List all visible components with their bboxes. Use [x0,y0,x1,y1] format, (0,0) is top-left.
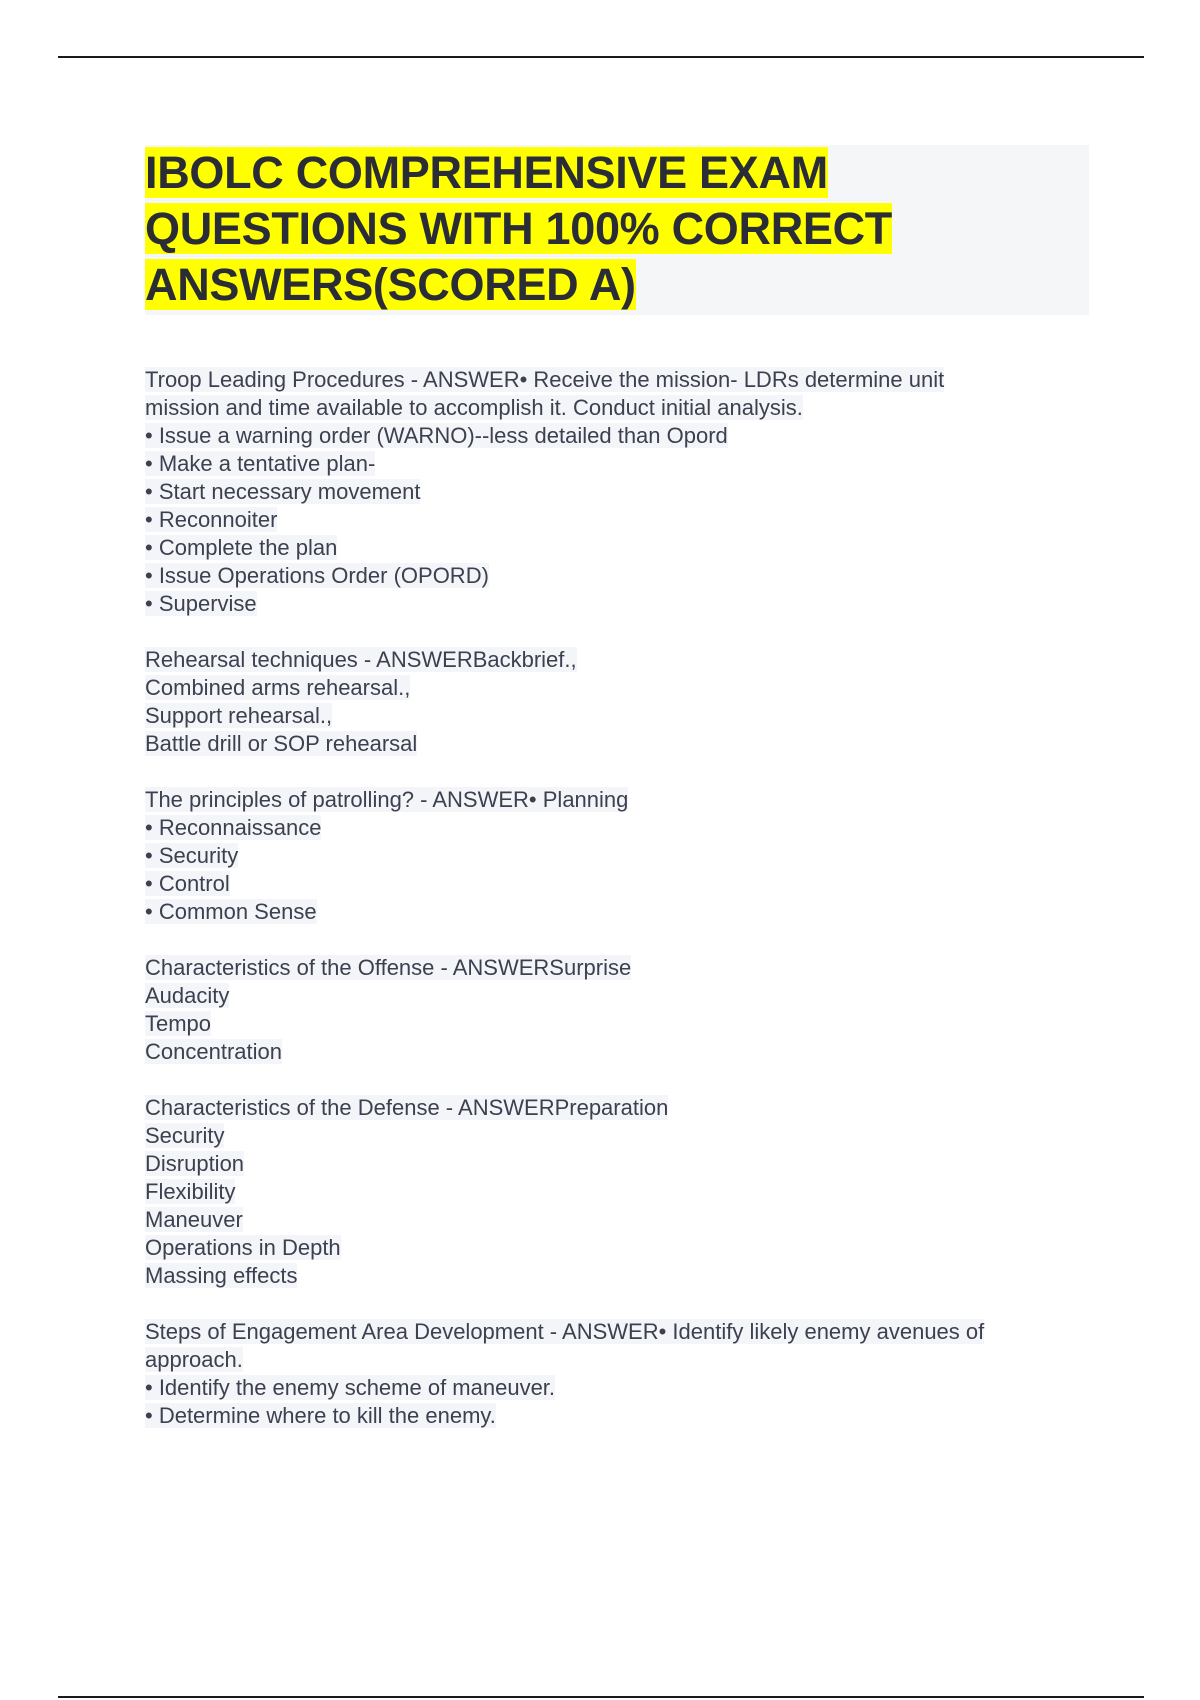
qa-engagement-area-development [145,1318,1085,1430]
text-line: Characteristics of the Offense - ANSWERSurprise [145,955,632,980]
text-line: The principles of patrolling? - ANSWER• Planning [145,787,629,812]
qa-characteristics-offense [145,954,1085,1066]
text-line: Support rehearsal., [145,703,333,728]
title-block [145,145,1089,315]
text-line: Security [145,1123,225,1148]
text-line: Combined arms rehearsal., [145,675,411,700]
text-line: Flexibility [145,1179,236,1204]
title-line: ANSWERS(SCORED A) [145,259,636,310]
text-line: Characteristics of the Defense - ANSWERPreparation [145,1095,669,1120]
text-line: • Control [145,871,230,896]
text-line: approach. [145,1347,243,1372]
bottom-rule [58,1696,1144,1698]
top-rule [58,56,1144,58]
text-line: Concentration [145,1039,282,1064]
qa-principles-of-patrolling [145,786,1085,926]
text-line: • Reconnaissance [145,815,322,840]
text-line: Troop Leading Procedures - ANSWER• Receive the mission- LDRs determine unit [145,367,945,392]
text-line: Maneuver [145,1207,243,1232]
text-line: Disruption [145,1151,245,1176]
qa-rehearsal-techniques [145,646,1085,758]
qa-troop-leading-procedures [145,366,1085,618]
title-line: IBOLC COMPREHENSIVE EXAM [145,147,828,198]
qa-characteristics-defense [145,1094,1085,1290]
text-line: • Start necessary movement [145,479,421,504]
text-line: mission and time available to accomplish it. Conduct initial analysis. [145,395,803,420]
text-line: • Supervise [145,591,257,616]
text-line: • Issue Operations Order (OPORD) [145,563,489,588]
text-line: • Determine where to kill the enemy. [145,1403,496,1428]
title-line: QUESTIONS WITH 100% CORRECT [145,203,892,254]
document-body [145,366,1085,1458]
text-line: • Complete the plan [145,535,338,560]
text-line: Rehearsal techniques - ANSWERBackbrief., [145,647,577,672]
text-line: • Issue a warning order (WARNO)--less detailed than Opord [145,423,728,448]
text-line: Tempo [145,1011,212,1036]
text-line: • Reconnoiter [145,507,278,532]
document-title [145,145,1089,313]
text-line: Operations in Depth [145,1235,341,1260]
text-line: • Security [145,843,239,868]
text-line: • Common Sense [145,899,317,924]
text-line: • Make a tentative plan- [145,451,376,476]
text-line: • Identify the enemy scheme of maneuver. [145,1375,556,1400]
text-line: Audacity [145,983,230,1008]
text-line: Steps of Engagement Area Development - ANSWER• Identify likely enemy avenues of [145,1319,985,1344]
text-line: Massing effects [145,1263,298,1288]
text-line: Battle drill or SOP rehearsal [145,731,418,756]
